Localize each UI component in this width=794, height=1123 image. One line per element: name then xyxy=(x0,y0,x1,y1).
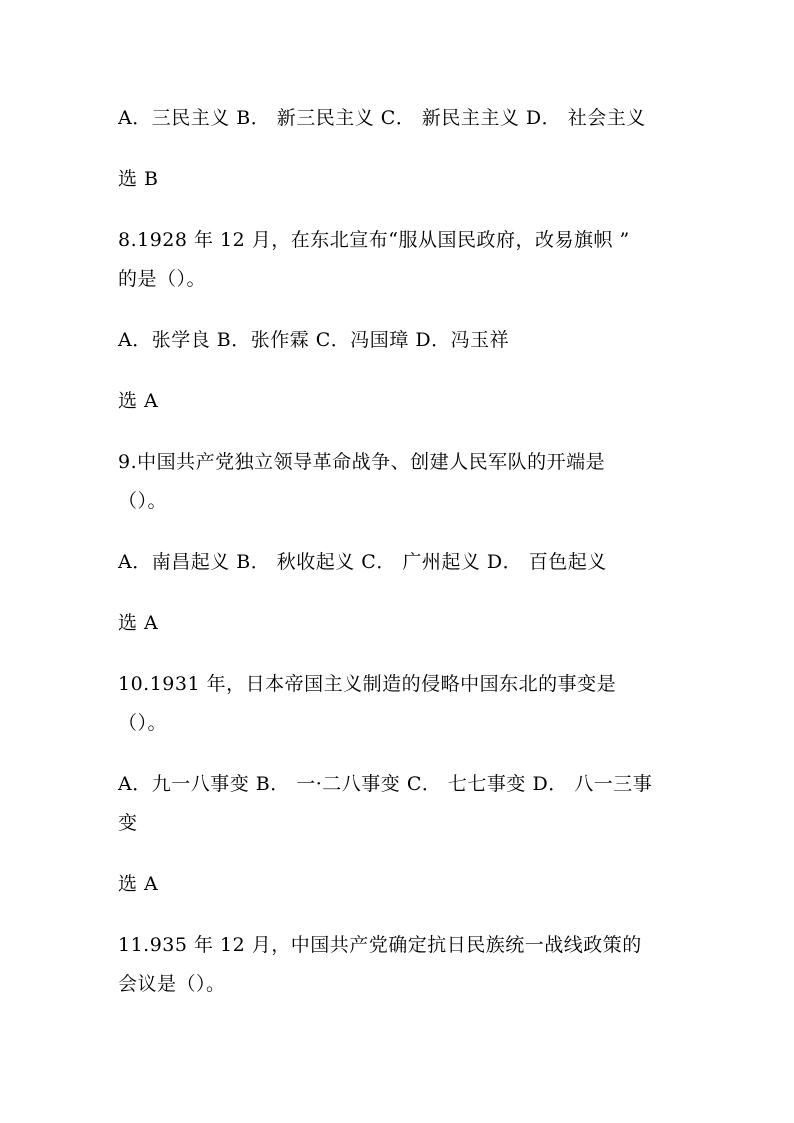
q8-question-line2: 的是（）。 xyxy=(118,268,207,290)
q9-question-line1: 9.中国共产党独立领导革命战争、创建人民军队的开端是 xyxy=(118,451,606,473)
q11-question-line2: 会议是（）。 xyxy=(118,973,226,995)
q8-question-line1: 8.1928 年 12 月，在东北宣布“服从国民政府，改易旗帜 ” xyxy=(118,229,630,251)
q10-options-line1: A．九一八事变 B． 一·二八事变 C． 七七事变 D． 八一三事 xyxy=(118,773,653,795)
q10-options-line2: 变 xyxy=(118,812,138,834)
q9-question-line2: （）。 xyxy=(118,490,168,512)
q9-answer: 选 A xyxy=(118,612,159,634)
q8-answer: 选 A xyxy=(118,390,159,412)
q8-options: A．张学良 B．张作霖 C．冯国璋 D．冯玉祥 xyxy=(118,329,510,351)
q7-options: A．三民主义 B． 新三民主义 C． 新民主主义 D． 社会主义 xyxy=(118,107,646,129)
q7-answer: 选 B xyxy=(118,168,159,190)
q10-question-line2: （）。 xyxy=(118,712,168,734)
q11-question-line1: 11.935 年 12 月，中国共产党确定抗日民族统一战线政策的 xyxy=(118,934,642,956)
q10-question-line1: 10.1931 年，日本帝国主义制造的侵略中国东北的事变是 xyxy=(118,673,617,695)
q9-options: A．南昌起义 B． 秋收起义 C． 广州起义 D． 百色起义 xyxy=(118,551,607,573)
q10-answer: 选 A xyxy=(118,873,159,895)
